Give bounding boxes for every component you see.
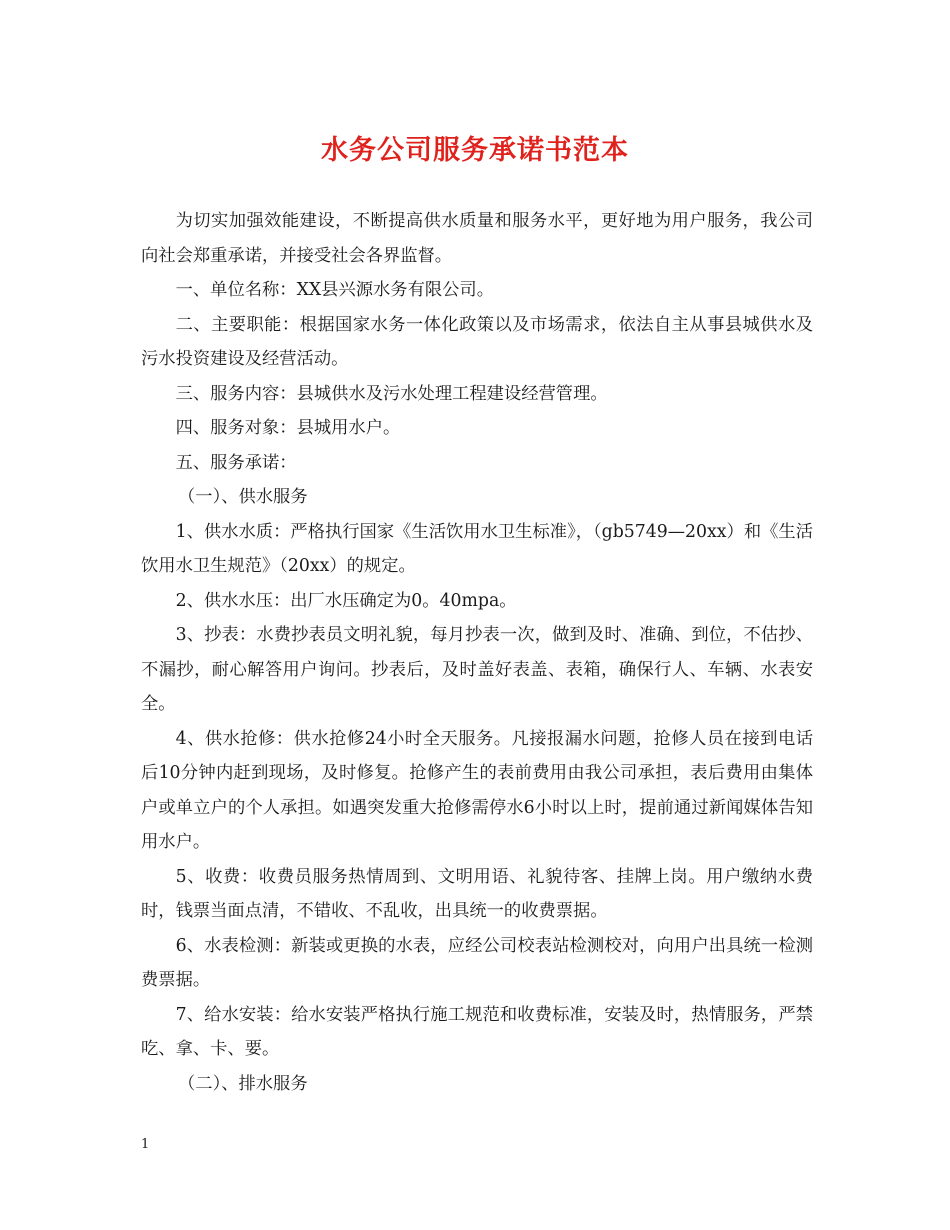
meter-testing-paragraph: 6、水表检测：新装或更换的水表，应经公司校表站检测校对，向用户出具统一检测费票据。 [141, 935, 813, 990]
water-quality-paragraph: 1、供水水质：严格执行国家《生活饮用水卫生标准》，（gb5749—20xx）和《生活饮用水卫生规范》（20xx）的规定。 [141, 521, 813, 576]
drainage-section-heading: （二）、排水服务 [178, 1073, 308, 1094]
main-functions-paragraph: 二、主要职能：根据国家水务一体化政策以及市场需求，依法自主从事县城供水及污水投资建设及经营活动。 [141, 314, 813, 369]
company-name-paragraph: 一、单位名称：XX县兴源水务有限公司。 [175, 280, 494, 300]
billing-paragraph: 5、收费：收费员服务热情周到、文明用语、礼貌待客、挂牌上岗。用户缴纳水费时，钱票当面点清，不错收、不乱收，出具统一的收费票据。 [141, 866, 813, 921]
intro-paragraph: 为切实加强效能建设，不断提高供水质量和服务水平，更好地为用户服务，我公司向社会郑重承诺，并接受社会各界监督。 [141, 211, 813, 266]
document-body [141, 204, 813, 1101]
emergency-repair-paragraph: 4、供水抢修：供水抢修24小时全天服务。凡接报漏水问题，抢修人员在接到电话后10分钟内赶到现场，及时修复。抢修产生的表前费用由我公司承担，表后费用由集体户或单立户的个人承担。如遇突发重大抢修需停水6小时以上时，提前通过新闻媒体告知用水户。 [141, 728, 813, 852]
service-target-paragraph: 四、服务对象：县城用水户。 [175, 418, 401, 438]
page-number: 1 [141, 1137, 150, 1152]
water-pressure-paragraph: 2、供水水压：出厂水压确定为0。40mpa。 [175, 590, 517, 611]
service-content-paragraph: 三、服务内容：县城供水及污水处理工程建设经营管理。 [175, 383, 608, 404]
water-supply-section-heading: （一）、供水服务 [178, 487, 308, 507]
installation-paragraph: 7、给水安装：给水安装严格执行施工规范和收费标准，安装及时，热情服务，严禁吃、拿、卡、要。 [141, 1004, 813, 1059]
meter-reading-paragraph: 3、抄表：水费抄表员文明礼貌，每月抄表一次，做到及时、准确、到位，不估抄、不漏抄，耐心解答用户询问。抄表后，及时盖好表盖、表箱，确保行人、车辆、水表安全。 [141, 625, 813, 714]
service-commitment-heading: 五、服务承诺： [175, 452, 297, 473]
document-title: 水务公司服务承诺书范本 [321, 135, 629, 166]
